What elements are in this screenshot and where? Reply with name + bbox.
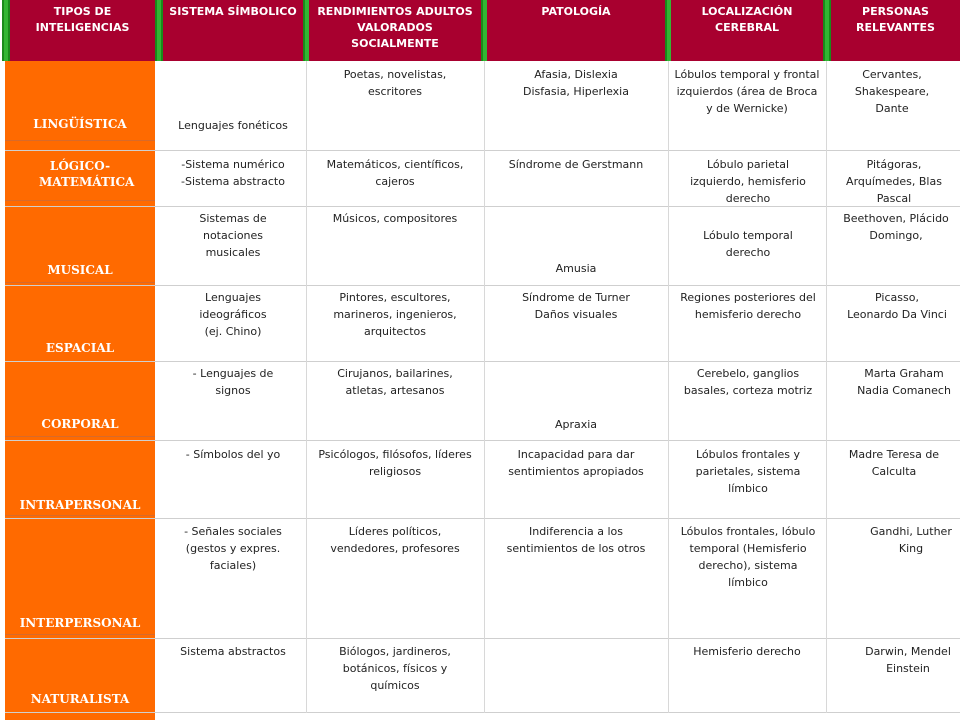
cell-localizacion: Cerebelo, ganglios basales, corteza motriz [683,367,813,397]
cell-sistema: Sistema abstractos [180,645,286,658]
cell-rendimientos: Cirujanos, bailarines, atletas, artesanos [337,367,453,397]
type-label-linguistica: LINGÜÍSTICA [33,117,127,131]
row-divider [5,440,960,441]
cell-sistema: - Lenguajes de signos [192,367,274,397]
cell-patologia: Incapacidad para dar sentimientos apropiados [508,448,644,478]
cell-localizacion: Hemisferio derecho [693,645,801,658]
type-label-logico-matematica: LÓGICO-MATEMÁTICA [39,159,135,189]
row-divider [5,282,155,283]
header-rendimientos: RENDIMIENTOS ADULTOS VALORADOS SOCIALMENTE [309,0,481,61]
row-divider [5,150,960,151]
row-divider [5,140,155,141]
header-patologia: PATOLOGÍA [487,0,665,61]
column-divider [826,61,827,713]
cell-rendimientos: Matemáticos, científicos, cajeros [326,158,464,188]
cell-localizacion: Lóbulo temporal derecho [703,229,793,259]
cell-sistema: Sistemas de notaciones musicales [199,212,267,259]
row-divider [5,515,155,516]
row-divider [5,638,960,639]
row-divider [5,200,155,201]
row-divider [5,361,960,362]
cell-sistema: -Sistema numérico -Sistema abstracto [181,158,285,188]
type-label-interpersonal: INTERPERSONAL [19,616,141,630]
cell-rendimientos: Pintores, escultores, marineros, ingenieros, arquitectos [333,291,457,338]
type-label-naturalista: NATURALISTA [30,692,130,706]
column-divider [484,61,485,713]
cell-personas: Darwin, Mendel Einstein [865,645,951,675]
cell-localizacion: Regiones posteriores del hemisferio derecho [680,291,816,321]
cell-localizacion: Lóbulo parietal izquierdo, hemisferio derecho [690,158,806,205]
row-divider [5,206,960,207]
header-tipos: TIPOS DE INTELIGENCIAS [10,0,155,61]
cell-patologia: Apraxia [554,418,598,431]
row-divider [5,634,155,635]
column-divider [668,61,669,713]
cell-patologia: Amusia [555,262,597,275]
header-divider [665,0,671,61]
cell-personas: Gandhi, Luther King [870,525,952,555]
cell-patologia: Síndrome de Gerstmann [508,158,644,171]
row-divider [5,436,155,437]
cell-personas: Beethoven, Plácido Domingo, [843,212,949,242]
type-label-musical: MUSICAL [47,263,113,277]
cell-sistema: Lenguajes ideográficos (ej. Chino) [199,291,267,338]
table-bottom-margin [155,713,960,720]
cell-patologia: Afasia, Dislexia Disfasia, Hiperlexia [523,68,629,98]
cell-personas: Pitágoras, Arquímedes, Blas Pascal [846,158,942,205]
column-divider [306,61,307,713]
cell-personas: Cervantes, Shakespeare, Dante [854,68,930,115]
header-divider [823,0,831,61]
header-personas: PERSONAS RELEVANTES [831,0,960,61]
cell-localizacion: Lóbulos temporal y frontal izquierdos (área de Broca y de Wernicke) [674,68,820,115]
type-label-corporal: CORPORAL [41,417,119,431]
cell-rendimientos: Psicólogos, filósofos, líderes religiosos [318,448,472,478]
row-divider [5,285,960,286]
type-label-espacial: ESPACIAL [45,341,115,355]
cell-rendimientos: Biólogos, jardineros, botánicos, físicos y químicos [339,645,451,692]
cell-sistema: - Símbolos del yo [185,448,281,461]
header-divider [481,0,487,61]
cell-sistema: - Señales sociales (gestos y expres. faciales) [184,525,282,572]
cell-patologia: Síndrome de Turner Daños visuales [522,291,630,321]
row-divider [5,518,960,519]
cell-sistema: Lenguajes fonéticos [178,119,288,132]
cell-personas: Madre Teresa de Calculta [848,448,940,478]
cell-localizacion: Lóbulos frontales, lóbulo temporal (Hemisferio derecho), sistema límbico [680,525,816,589]
cell-personas: Picasso, Leonardo Da Vinci [847,291,947,321]
header-localizacion: LOCALIZACIÓN CEREBRAL [671,0,823,61]
cell-rendimientos: Músicos, compositores [332,212,458,225]
header-sistema: SISTEMA SÍMBOLICO [163,0,303,61]
header-divider [2,0,10,61]
header-divider [303,0,309,61]
header-divider [155,0,163,61]
cell-patologia: Indiferencia a los sentimientos de los otros [506,525,646,555]
type-label-intrapersonal: INTRAPERSONAL [19,498,141,512]
cell-rendimientos: Poetas, novelistas, escritores [343,68,447,98]
cell-localizacion: Lóbulos frontales y parietales, sistema límbico [695,448,801,495]
cell-personas: Marta Graham Nadia Comanech [857,367,951,397]
cell-rendimientos: Líderes políticos, vendedores, profesores [330,525,460,555]
